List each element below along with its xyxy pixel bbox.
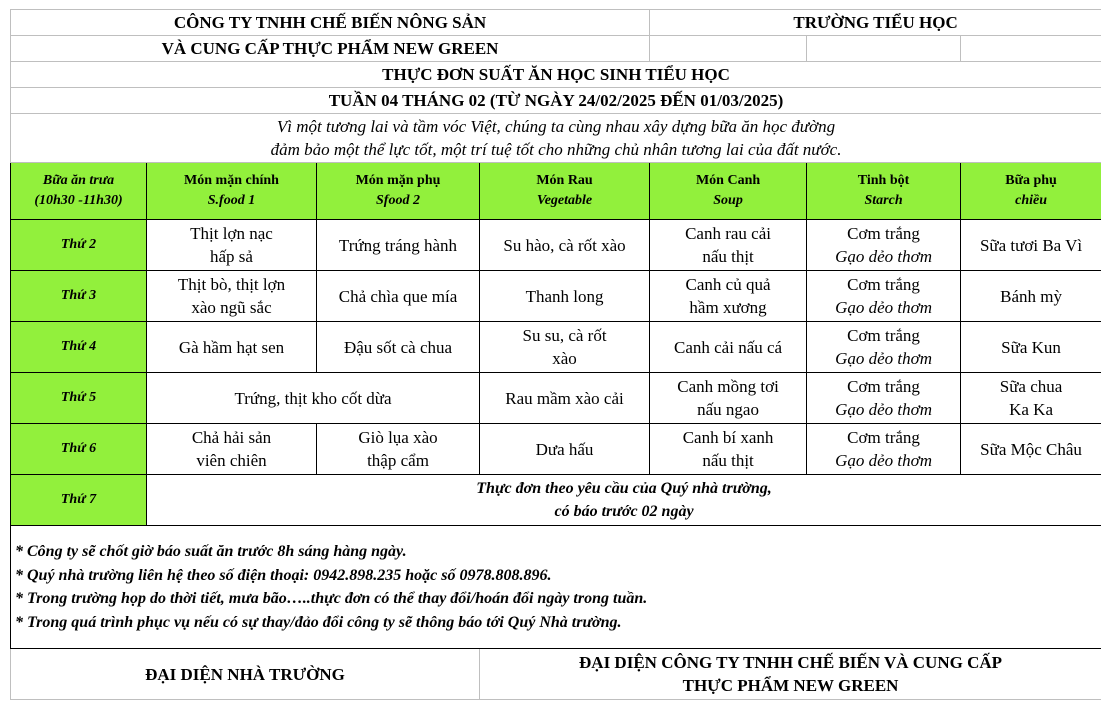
food-merged-cell: Trứng, thịt kho cốt dừa (147, 373, 480, 424)
empty-cell (650, 36, 807, 62)
food1-cell: Thịt bò, thịt lợn xào ngũ sắc (147, 271, 317, 322)
soup-cell: Canh cải nấu cá (650, 322, 807, 373)
col-header-soup: Món Canh Soup (650, 163, 807, 220)
food2-cell: Chả chìa que mía (317, 271, 480, 322)
food1-cell: Thịt lợn nạc hấp sả (147, 220, 317, 271)
company-name-line1: CÔNG TY TNHH CHẾ BIẾN NÔNG SẢN (11, 10, 650, 36)
table-row (11, 424, 1101, 475)
table-row (11, 220, 1101, 271)
table-row (11, 475, 1101, 526)
snack-cell: Sữa tươi Ba Vì (961, 220, 1101, 271)
menu-table (10, 9, 1101, 700)
day-label: Thứ 7 (11, 475, 147, 526)
col-header-food2: Món mặn phụ Sfood 2 (317, 163, 480, 220)
menu-title: THỰC ĐƠN SUẤT ĂN HỌC SINH TIỂU HỌC (11, 62, 1101, 88)
day-label: Thứ 3 (11, 271, 147, 322)
snack-cell: Sữa Kun (961, 322, 1101, 373)
snack-cell: Sữa chua Ka Ka (961, 373, 1101, 424)
starch-cell: Cơm trắng Gạo dẻo thơm (807, 220, 961, 271)
note-item: * Trong quá trình phục vụ nếu có sự thay/đảo đổi công ty sẽ thông báo tới Quý Nhà trường. (15, 613, 622, 631)
vegetable-cell: Su su, cà rốt xào (480, 322, 650, 373)
starch-cell: Cơm trắng Gạo dẻo thơm (807, 271, 961, 322)
snack-cell: Bánh mỳ (961, 271, 1101, 322)
table-row (11, 373, 1101, 424)
food1-cell: Chả hải sản viên chiên (147, 424, 317, 475)
food1-cell: Gà hầm hạt sen (147, 322, 317, 373)
slogan-line: Vì một tương lai và tầm vóc Việt, chúng ta cùng nhau xây dựng bữa ăn học đường (276, 117, 836, 136)
starch-cell: Cơm trắng Gạo dẻo thơm (807, 322, 961, 373)
menu-sheet (10, 9, 1101, 695)
school-signature-label: ĐẠI DIỆN NHÀ TRƯỜNG (11, 649, 480, 700)
notes-block (11, 526, 1101, 649)
company-name-line2: VÀ CUNG CẤP THỰC PHẨM NEW GREEN (11, 36, 650, 62)
col-header-food1: Món mặn chính S.food 1 (147, 163, 317, 220)
note-item: * Công ty sẽ chốt giờ báo suất ăn trước 8h sáng hàng ngày. (15, 543, 407, 560)
school-name: TRƯỜNG TIỂU HỌC (650, 10, 1101, 36)
vegetable-cell: Rau mầm xào cải (480, 373, 650, 424)
snack-cell: Sữa Mộc Châu (961, 424, 1101, 475)
food2-cell: Trứng tráng hành (317, 220, 480, 271)
soup-cell: Canh rau cải nấu thịt (650, 220, 807, 271)
starch-cell: Cơm trắng Gạo dẻo thơm (807, 424, 961, 475)
table-row (11, 271, 1101, 322)
day-label: Thứ 5 (11, 373, 147, 424)
vegetable-cell: Dưa hấu (480, 424, 650, 475)
vegetable-cell: Thanh long (480, 271, 650, 322)
soup-cell: Canh bí xanh nấu thịt (650, 424, 807, 475)
soup-cell: Canh mồng tơi nấu ngao (650, 373, 807, 424)
col-header-snack: Bữa phụ chiều (961, 163, 1101, 220)
food2-cell: Đậu sốt cà chua (317, 322, 480, 373)
col-header-vegetable: Món Rau Vegetable (480, 163, 650, 220)
empty-cell (807, 36, 961, 62)
empty-cell (961, 36, 1101, 62)
company-signature-label: ĐẠI DIỆN CÔNG TY TNHH CHẾ BIẾN VÀ CUNG CẤP THỰC PHẨM NEW GREEN (480, 649, 1101, 700)
saturday-note: Thực đơn theo yêu cầu của Quý nhà trường, có báo trước 02 ngày (147, 475, 1101, 526)
week-range: TUẦN 04 THÁNG 02 (TỪ NGÀY 24/02/2025 ĐẾN 01/03/2025) (11, 88, 1101, 114)
note-item: * Quý nhà trường liên hệ theo số điện thoại: 0942.898.235 hoặc số 0978.808.896. (15, 566, 552, 584)
day-label: Thứ 2 (11, 220, 147, 271)
table-row (11, 322, 1101, 373)
note-item: * Trong trường họp do thời tiết, mưa bão…..thực đơn có thể thay đổi/hoán đổi ngày trong tuần. (15, 590, 648, 607)
day-label: Thứ 4 (11, 322, 147, 373)
soup-cell: Canh củ quả hầm xương (650, 271, 807, 322)
food2-cell: Giò lụa xào thập cẩm (317, 424, 480, 475)
vegetable-cell: Su hào, cà rốt xào (480, 220, 650, 271)
col-header-lunch: Bữa ăn trưa (10h30 -11h30) (11, 163, 147, 220)
slogan-line: đảm bảo một thể lực tốt, một trí tuệ tốt cho những chủ nhân tương lai của đất nước. (270, 140, 842, 159)
col-header-starch: Tinh bột Starch (807, 163, 961, 220)
day-label: Thứ 6 (11, 424, 147, 475)
slogan (11, 114, 1101, 163)
starch-cell: Cơm trắng Gạo dẻo thơm (807, 373, 961, 424)
